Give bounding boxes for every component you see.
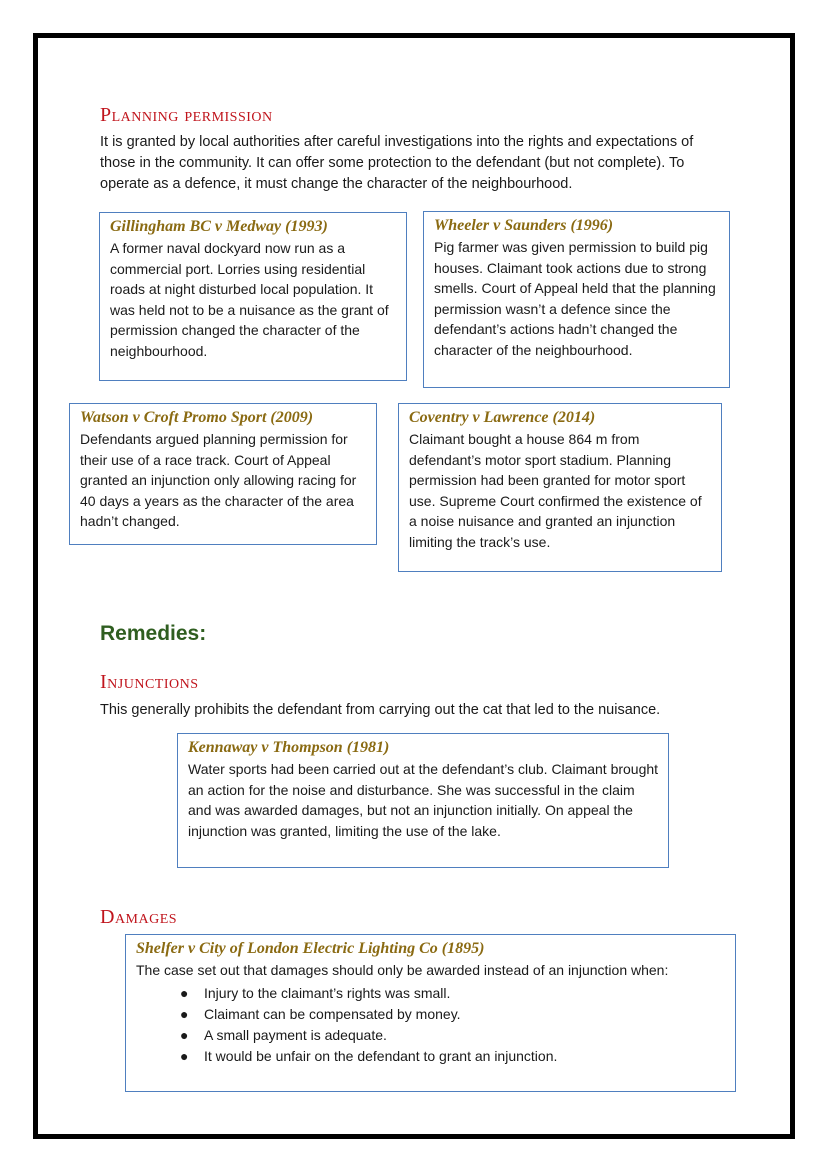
case-box-watson	[69, 403, 377, 545]
case-box-kennaway	[177, 733, 669, 868]
case-title: Kennaway v Thompson (1981)	[188, 739, 390, 756]
case-body: Pig farmer was given permission to build pig houses. Claimant took actions due to strong smells. Court of Appeal held that the planning permission wasn’t a defence since the defendant’s actions hadn’t changed the character of the neighbourhood.	[434, 239, 716, 358]
case-body: Defendants argued planning permission for their use of a race track. Court of Appeal granted an injunction only allowing racing for 40 days a years as the character of the area hadn’t changed.	[80, 431, 357, 529]
case-title: Shelfer v City of London Electric Lighting Co (1895)	[136, 940, 485, 957]
conditions-list	[136, 983, 726, 1067]
case-intro: The case set out that damages should only be awarded instead of an injunction when:	[136, 962, 669, 978]
damages-heading: Damages	[100, 906, 178, 928]
list-item: ● Claimant can be compensated by money.	[204, 1004, 726, 1025]
case-title: Wheeler v Saunders (1996)	[434, 217, 614, 234]
case-box-shelfer	[125, 934, 736, 1092]
case-box-wheeler	[423, 211, 730, 388]
case-title: Coventry v Lawrence (2014)	[409, 409, 596, 426]
injunctions-text: This generally prohibits the defendant from carrying out the cat that led to the nuisance.	[100, 702, 661, 718]
bullet-icon: ●	[180, 984, 189, 1001]
case-body: Water sports had been carried out at the defendant’s club. Claimant brought an action for the noise and disturbance. She was successful in the claim and was awarded damages, but not an injunction initially. On appeal the injunction was granted, limiting the use of the lake.	[188, 761, 659, 839]
bullet-icon: ●	[180, 1026, 189, 1043]
list-item: ● A small payment is adequate.	[204, 1025, 726, 1046]
planning-permission-text: It is granted by local authorities after careful investigations into the rights and expectations of those in the community. It can offer some protection to the defendant (but not complete). To operate as a defence, it must change the character of the neighbourhood.	[100, 134, 694, 192]
list-item: ● It would be unfair on the defendant to grant an injunction.	[204, 1046, 726, 1067]
case-body: Claimant bought a house 864 m from defendant’s motor sport stadium. Planning permission had been granted for motor sport use. Supreme Court confirmed the existence of a noise nuisance and granted an injunction limiting the track’s use.	[409, 431, 702, 550]
planning-permission-heading: Planning permission	[100, 104, 273, 126]
remedies-heading: Remedies:	[100, 622, 207, 645]
bullet-icon: ●	[180, 1005, 189, 1022]
case-title: Gillingham BC v Medway (1993)	[110, 218, 328, 235]
list-item: ● Injury to the claimant’s rights was small.	[204, 983, 726, 1004]
case-box-gillingham	[99, 212, 407, 381]
case-body: A former naval dockyard now run as a commercial port. Lorries using residential roads at night disturbed local population. It was held not to be a nuisance as the grant of permission changed the character of the neighbourhood.	[110, 240, 389, 359]
case-title: Watson v Croft Promo Sport (2009)	[80, 409, 314, 426]
bullet-icon: ●	[180, 1047, 189, 1064]
injunctions-heading: Injunctions	[100, 671, 199, 693]
case-box-coventry	[398, 403, 722, 572]
